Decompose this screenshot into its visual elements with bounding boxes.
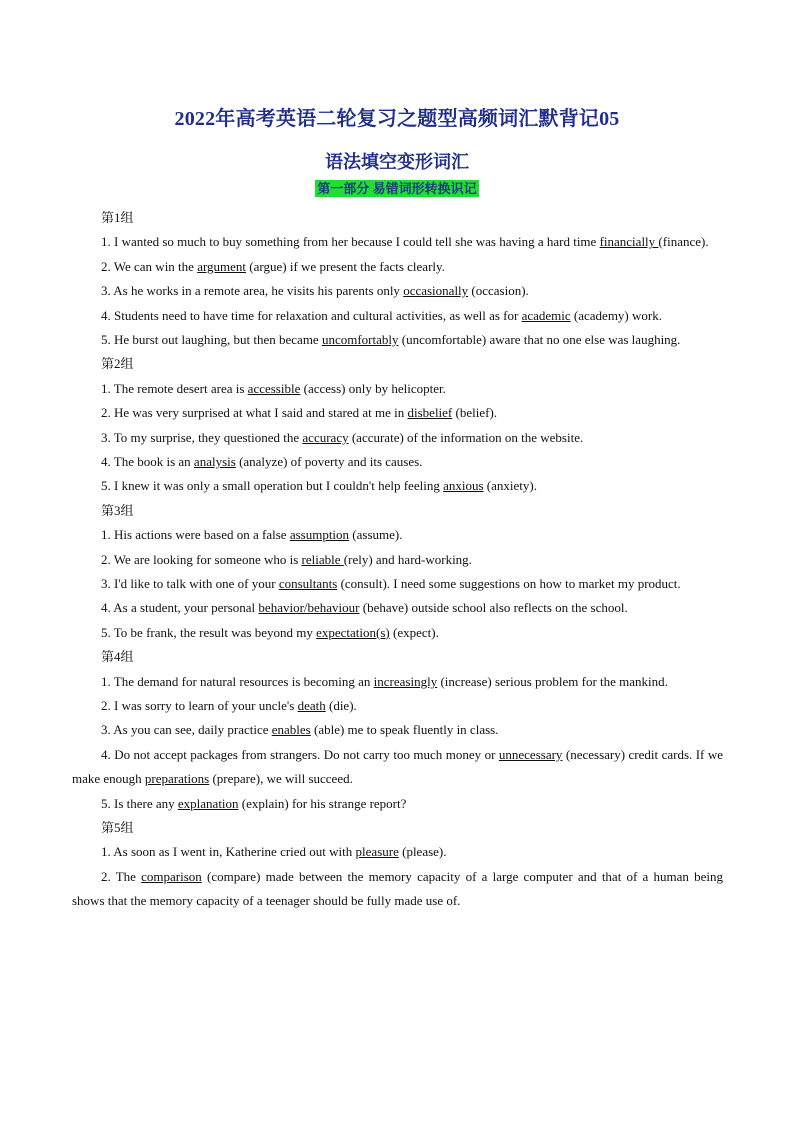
answer-word: pleasure — [355, 844, 399, 860]
exercise-item: 4. Do not accept packages from strangers. Do not carry too much money or unnecessary (necessary) credit cards. If we make enough preparations (prepare), we will succeed. — [72, 746, 723, 787]
exercise-item: 1. The remote desert area is accessible (access) only by helicopter. — [101, 380, 446, 396]
exercise-item: 4. As a student, your personal behavior/behaviour (behave) outside school also reflects on the school. — [101, 600, 628, 616]
answer-word: reliable — [301, 551, 344, 567]
exercise-item: 1. The demand for natural resources is becoming an increasingly (increase) serious problem for the mankind. — [101, 673, 668, 689]
exercise-item: 2. We can win the argument (argue) if we present the facts clearly. — [101, 258, 445, 274]
exercise-item: 4. Students need to have time for relaxation and cultural activities, as well as for academic (academy) work. — [101, 307, 662, 323]
exercise-item: 3. I'd like to talk with one of your consultants (consult). I need some suggestions on how to market my product. — [101, 576, 681, 592]
group-label: 第3组 — [101, 502, 134, 518]
group-label: 第2组 — [101, 356, 134, 372]
exercise-item: 5. He burst out laughing, but then became uncomfortably (uncomfortable) aware that no one else was laughing. — [101, 332, 681, 348]
answer-word: expectation(s) — [316, 624, 390, 640]
exercise-item: 3. As you can see, daily practice enables (able) me to speak fluently in class. — [101, 722, 499, 738]
answer-word: analysis — [193, 454, 236, 470]
exercise-item: 5. To be frank, the result was beyond my expectation(s) (expect). — [101, 624, 439, 640]
exercise-item: 2. I was sorry to learn of your uncle's death (die). — [101, 698, 357, 714]
answer-word: consultants — [278, 576, 338, 592]
answer-word: unnecessary — [498, 746, 563, 762]
answer-word: enables — [271, 722, 311, 738]
answer-word: behavior/behaviour — [258, 600, 360, 616]
page-title: 2022年高考英语二轮复习之题型高频词汇默背记05 — [174, 108, 620, 130]
page-subtitle: 语法填空变形词汇 — [325, 152, 469, 172]
section-label: 第一部分 易错词形转换识记 — [317, 181, 477, 196]
answer-word: occasionally — [403, 283, 469, 299]
answer-word: explanation — [177, 795, 239, 811]
answer-word: comparison — [141, 868, 202, 884]
exercise-item: 1. I wanted so much to buy something from her because I could tell she was having a hard time financially (finance). — [101, 234, 709, 250]
exercise-item: 3. As he works in a remote area, he visits his parents only occasionally (occasion). — [101, 283, 529, 299]
answer-word: argument — [197, 258, 247, 274]
answer-word: assumption — [289, 527, 350, 543]
exercise-item: 1. As soon as I went in, Katherine cried out with pleasure (please). — [101, 844, 447, 860]
answer-word: academic — [521, 307, 571, 323]
exercise-item: 5. Is there any explanation (explain) for his strange report? — [101, 795, 407, 811]
group-label: 第5组 — [101, 820, 134, 836]
exercise-item: 2. He was very surprised at what I said and stared at me in disbelief (belief). — [101, 405, 498, 421]
answer-word: increasingly — [373, 673, 438, 689]
exercise-item: 2. We are looking for someone who is reliable (rely) and hard-working. — [101, 551, 472, 567]
exercise-item: 2. The comparison (compare) made between the memory capacity of a large computer and that of a human being shows that the memory capacity of a teenager should be fully made use of. — [72, 868, 723, 909]
answer-word: uncomfortably — [321, 332, 399, 348]
answer-word: accessible — [247, 380, 301, 396]
answer-word: financially — [599, 234, 659, 250]
exercise-item: 4. The book is an analysis (analyze) of poverty and its causes. — [101, 454, 423, 470]
answer-word: preparations — [144, 771, 210, 787]
answer-word: accuracy — [302, 429, 349, 445]
answer-word: disbelief — [407, 405, 453, 421]
exercise-item: 3. To my surprise, they questioned the accuracy (accurate) of the information on the website. — [101, 429, 584, 445]
answer-word: death — [297, 698, 326, 714]
answer-word: anxious — [443, 478, 484, 494]
group-label: 第4组 — [101, 649, 134, 665]
exercise-item: 1. His actions were based on a false assumption (assume). — [101, 527, 403, 543]
section-heading — [0, 178, 794, 198]
exercise-item: 5. I knew it was only a small operation but I couldn't help feeling anxious (anxiety). — [101, 478, 537, 494]
group-label: 第1组 — [101, 210, 134, 225]
exercise-content — [72, 206, 723, 914]
